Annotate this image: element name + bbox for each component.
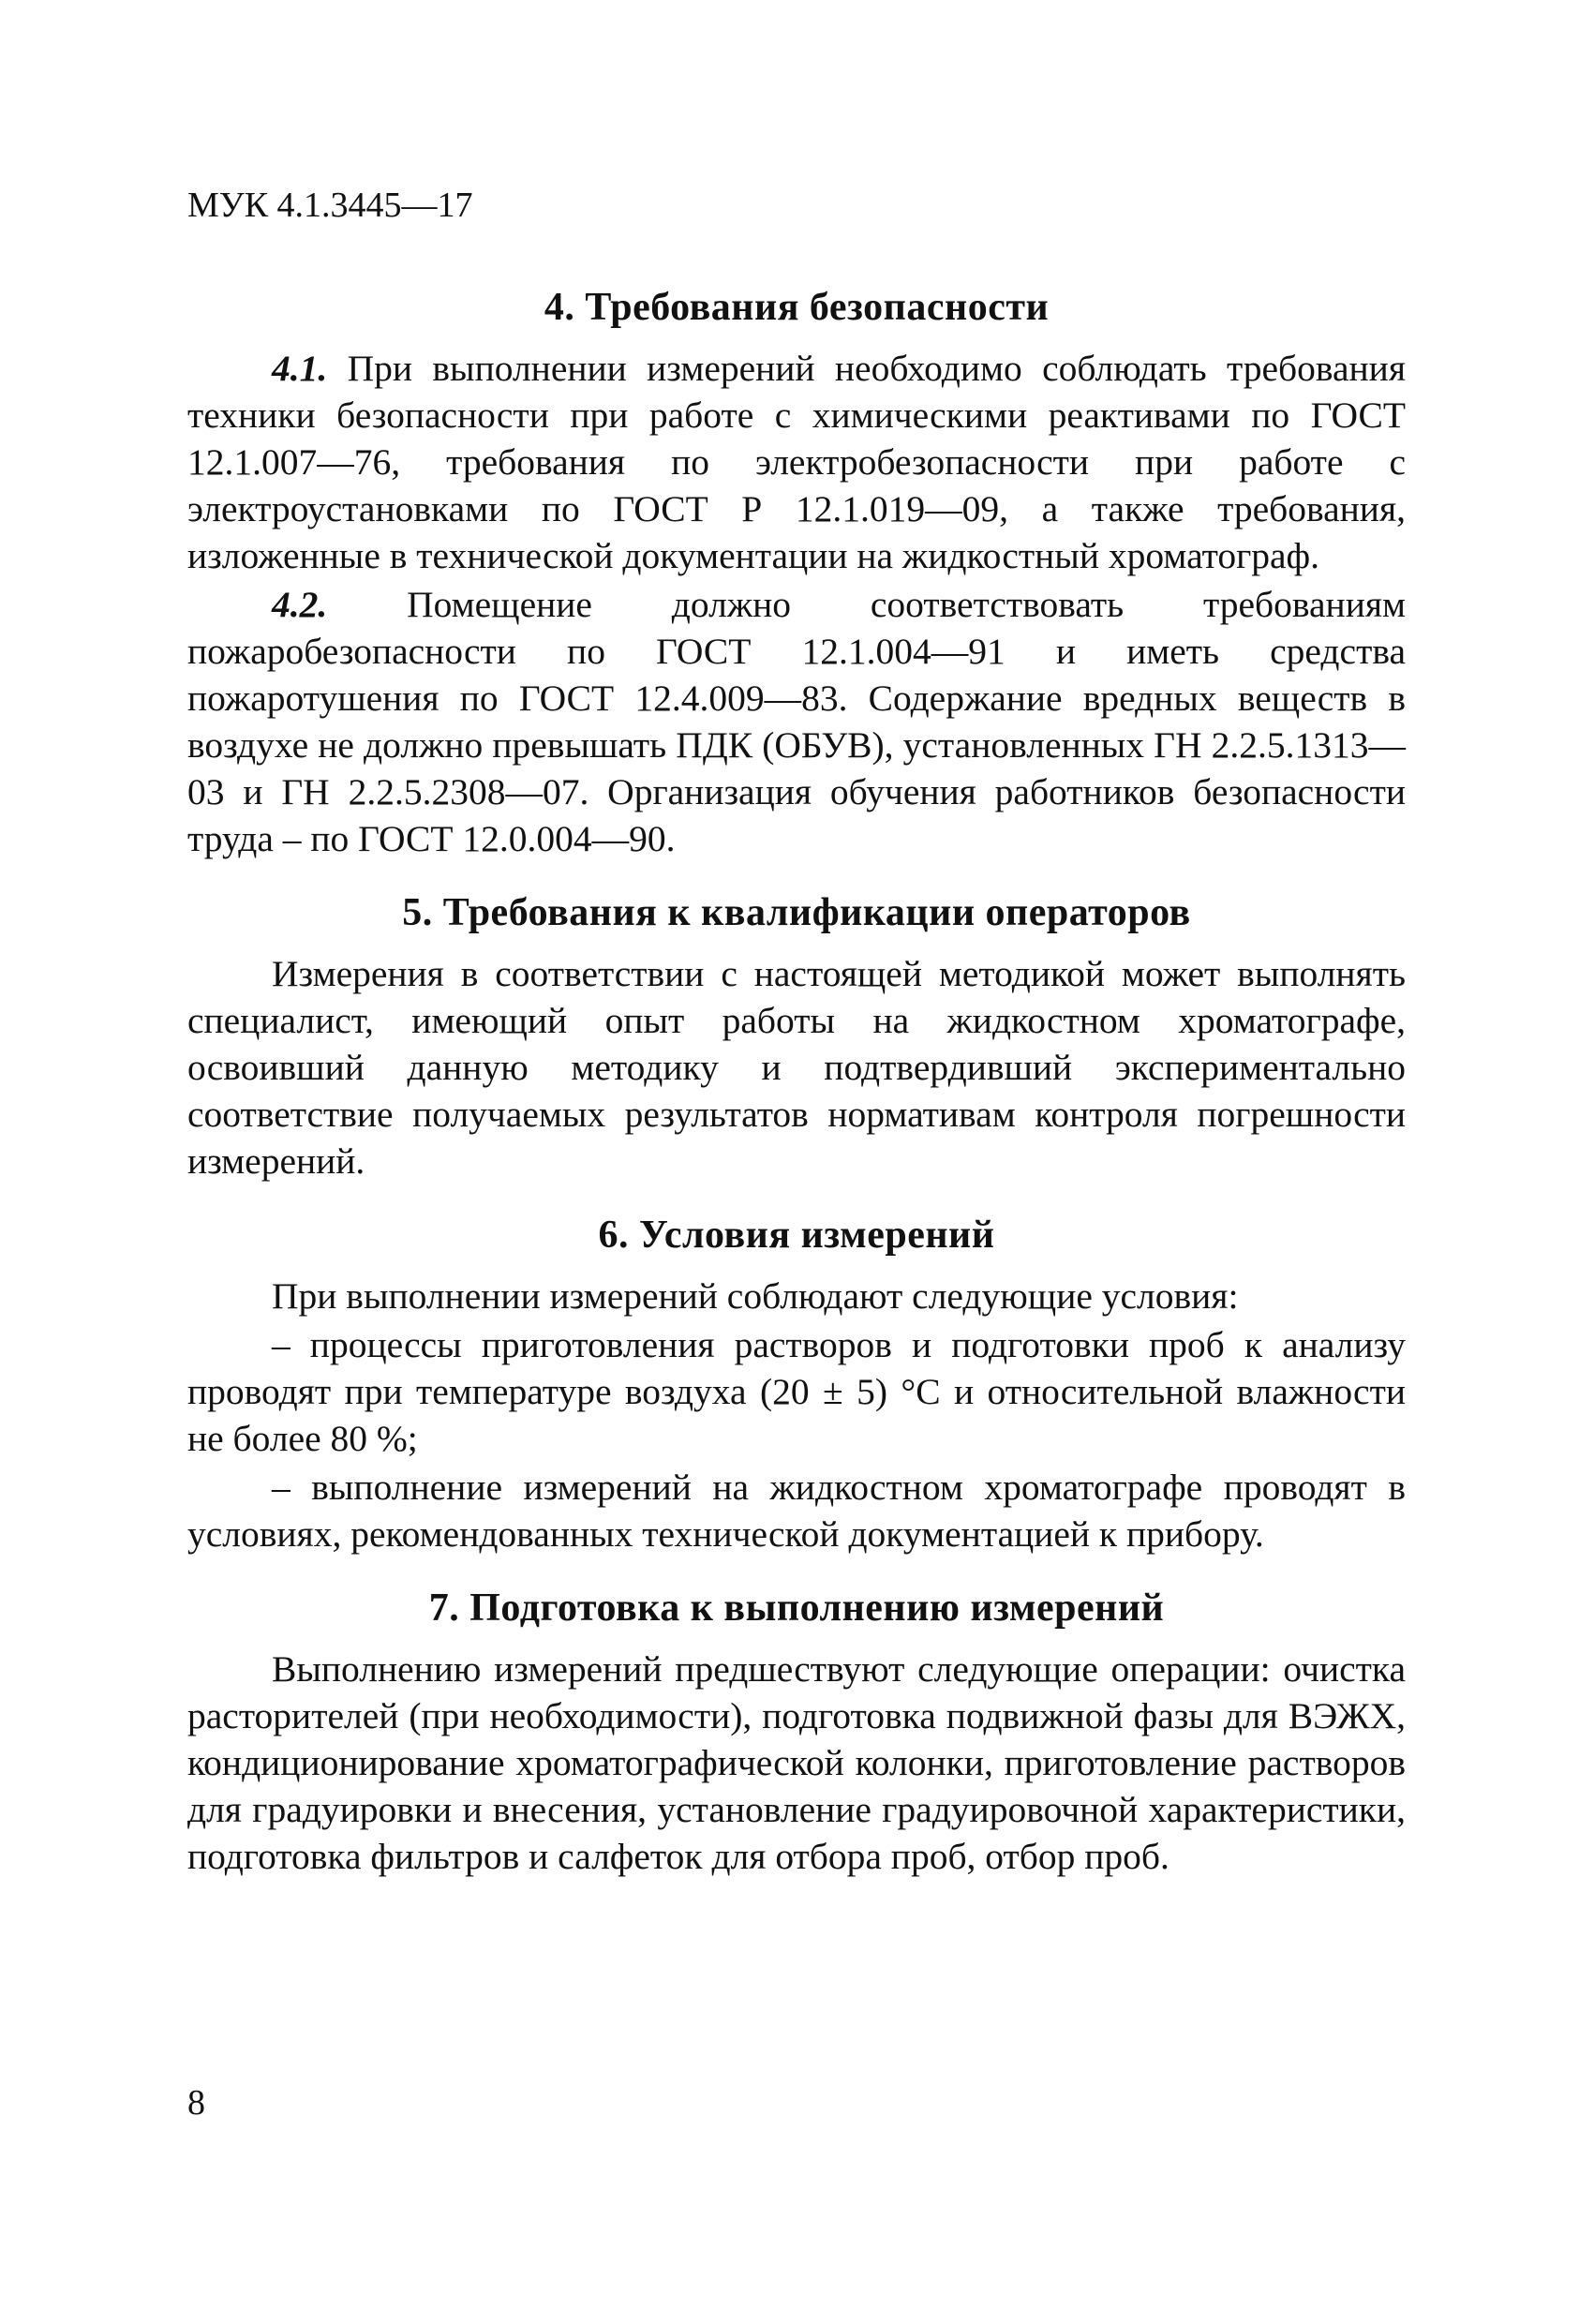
- paragraph-4-1: [187, 345, 1406, 579]
- document-code: МУК 4.1.3445—17: [187, 186, 473, 225]
- section-safety-requirements: [187, 281, 1406, 862]
- section-title: 6. Условия измерений: [598, 1214, 995, 1257]
- page-number: 8: [187, 2083, 205, 2123]
- section-title: 4. Требования безопасности: [544, 286, 1050, 329]
- section-measurement-conditions: [187, 1209, 1406, 1557]
- paragraph-text: При выполнении измерений необходимо соблюдать требования техники безопасности при работе с химическими реактивами по ГОСТ 12.1.007—76, требования по электробезопасности при работе с электроустановками по ГОСТ Р 12.1.019—09, а также требования, изложенные в технической документации на жидкостный хроматограф.: [187, 348, 1406, 576]
- paragraph: Выполнению измерений предшествуют следующие операции: очистка расторителей (при необходимости), подготовка подвижной фазы для ВЭЖХ, кондиционирование хроматографической колонки, приготовление растворов для градуировки и внесения, установление градуировочной характеристики, подготовка фильтров и салфеток для отбора проб, отбор проб.: [187, 1648, 1406, 1877]
- paragraph: – выполнение измерений на жидкостном хроматографе проводят в условиях, рекомендованных технической документацией к прибору.: [187, 1467, 1406, 1555]
- paragraph: Измерения в соответствии с настоящей методикой может выполнять специалист, имеющий опыт работы на жидкостном хроматографе, освоивший данную методику и подтвердивший экспериментально соответствие получаемых результатов нормативам контроля погрешности измерений.: [187, 953, 1406, 1182]
- section-title: 5. Требования к квалификации операторов: [402, 891, 1191, 934]
- page-content: [187, 281, 1406, 1880]
- paragraph: – процессы приготовления растворов и подготовки проб к анализу проводят при температуре воздуха (20 ± 5) °С и относительной влажности не более 80 %;: [187, 1324, 1406, 1459]
- section-title: 7. Подготовка к выполнению измерений: [428, 1587, 1165, 1630]
- paragraph-text: Помещение должно соответствовать требованиям пожаробезопасности по ГОСТ 12.1.004—91 и иметь средства пожаротушения по ГОСТ 12.4.009—83. Содержание вредных веществ в воздухе не должно превышать ПДК (ОБУВ), установленных ГН 2.2.5.1313—03 и ГН 2.2.5.2308—07. Организация обучения работников безопасности труда – по ГОСТ 12.0.004—90.: [187, 584, 1406, 859]
- paragraph: При выполнении измерений соблюдают следующие условия:: [272, 1275, 1239, 1317]
- clause-number: 4.2.: [272, 584, 328, 625]
- section-operator-qualification: [187, 886, 1406, 1184]
- section-measurement-preparation: [187, 1582, 1406, 1880]
- clause-number: 4.1.: [272, 348, 328, 389]
- paragraph-4-2: [187, 581, 1406, 862]
